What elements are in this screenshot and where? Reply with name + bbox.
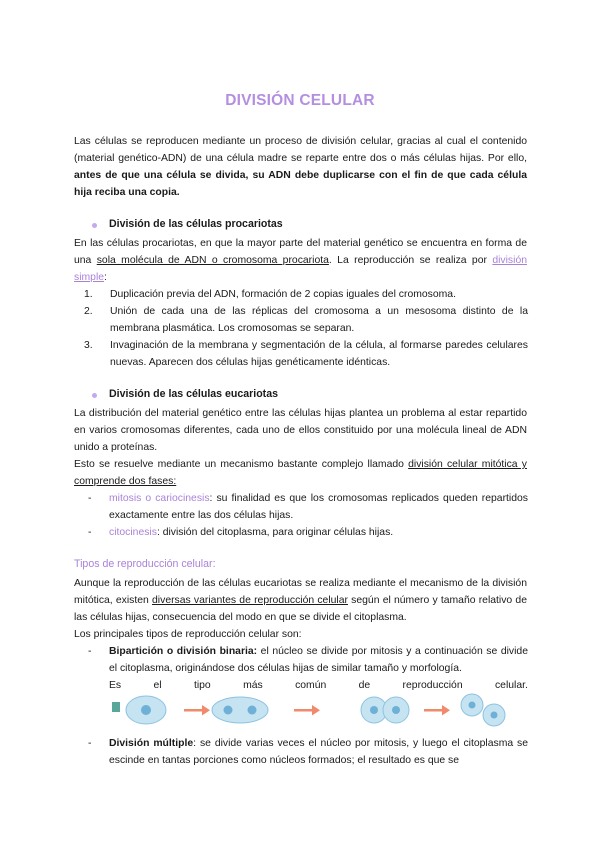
list-item	[84, 337, 528, 371]
list-item	[84, 286, 528, 303]
heading-tipos: Tipos de reproducción celular:	[74, 558, 216, 570]
nucleus-icon	[141, 705, 151, 715]
tipo-term: División múltiple	[109, 738, 194, 749]
dash-bullet: -	[88, 493, 92, 504]
word: común	[295, 680, 327, 691]
list-item	[88, 524, 528, 541]
intro-text: Las células se reproducen mediante un proceso de división celular, gracias al cual el contenido (material genético-ADN) de una célula madre se reparte entre dos o más células hijas. Por ello,	[74, 136, 527, 164]
tipos-paragraph	[74, 575, 527, 626]
word: de	[358, 680, 371, 691]
list-item	[88, 490, 528, 524]
dividing-cell-icon	[212, 697, 268, 723]
tipos-underlined: diversas variantes de reproducción celular	[152, 595, 348, 606]
arrow-right-icon	[202, 705, 210, 716]
nucleus-icon	[224, 706, 233, 715]
phase-term: citocinesis	[109, 527, 157, 538]
eucariotas-mechanism-paragraph	[74, 456, 527, 490]
tipo-text: : se divide varias veces el núcleo por mitosis, y luego el citoplasma se escinde en tantas porciones como núcleos formados; el resultado es que se	[109, 738, 528, 766]
dash-bullet: -	[88, 646, 92, 657]
bullet-icon	[92, 393, 97, 398]
heading-eucariotas	[92, 388, 278, 400]
list-item	[84, 303, 528, 337]
procariotas-steps-list	[84, 286, 528, 371]
arrow-shaft	[184, 709, 202, 712]
dash-bullet: -	[88, 738, 92, 749]
word: tipo	[193, 680, 211, 691]
tipos-text-1: Aunque la reproducción de las células eucariotas se realiza mediante el mecanismo de la división mitótica, existen	[74, 578, 527, 606]
word: el	[153, 680, 162, 691]
arrow-right-icon	[312, 705, 320, 716]
procariotas-underlined-1: sola molécula de ADN o cromosoma procariota	[96, 255, 329, 266]
mechanism-text: Esto se resuelve mediante un mecanismo bastante complejo llamado	[74, 459, 409, 470]
procariotas-text-3: :	[104, 272, 107, 283]
arrow-shaft	[424, 709, 442, 712]
justified-last-line	[109, 677, 528, 694]
arrow-shaft	[294, 709, 312, 712]
heading-procariotas	[92, 218, 283, 230]
word: celular.	[494, 680, 528, 691]
division-simple-link[interactable]: división simple	[74, 255, 527, 283]
intro-paragraph	[74, 133, 527, 201]
phase-text: : su finalidad es que los cromosomas replicados queden repartidos exactamente entre las dos células hijas.	[109, 493, 528, 521]
procariotas-text-1: En las células procariotas, en que la mayor parte del material genético se encuentra en forma de una	[74, 238, 527, 266]
tipo-term: Bipartición o división binaria:	[109, 646, 258, 657]
word: más	[243, 680, 263, 691]
list-item	[88, 735, 528, 769]
procariotas-paragraph	[74, 235, 527, 286]
binary-fission-illustration	[112, 693, 520, 727]
mechanism-underlined: división celular mitótica y comprende dos fases:	[74, 459, 527, 487]
word: Es	[109, 680, 122, 691]
nucleus-icon	[370, 706, 378, 714]
nucleus-icon	[248, 706, 257, 715]
eucariotas-paragraph: La distribución del material genético entre las células hijas plantea un problema al estar repartido en varios cromosomas diferentes, cada uno de ellos constituido por una molécula lineal de ADN unido a proteínas.	[74, 408, 527, 453]
heading-procariotas-text: División de las células procariotas	[109, 218, 283, 230]
list-item-text: Duplicación previa del ADN, formación de 2 copias iguales del cromosoma.	[110, 289, 456, 300]
tipos-intro-line: Los principales tipos de reproducción celular son:	[74, 629, 302, 640]
nucleus-icon	[469, 702, 476, 709]
word: reproducción	[402, 680, 463, 691]
phases-list	[88, 490, 528, 541]
tipos-list	[88, 643, 528, 694]
nucleus-icon	[491, 712, 498, 719]
nucleus-icon	[392, 706, 400, 714]
dash-bullet: -	[88, 527, 92, 538]
tipos-text-2: según el número y tamaño relativo de las células hijas, consecuencia del modo en que se divide el citoplasma.	[74, 595, 527, 623]
list-number: 2.	[84, 306, 93, 317]
intro-bold-text: antes de que una célula se divida, su ADN debe duplicarse con el fin de que cada célula hija reciba una copia.	[74, 170, 527, 198]
page-title: DIVISIÓN CELULAR	[225, 92, 375, 109]
phase-term: mitosis o cariocinesis	[109, 493, 210, 504]
list-item-text: Unión de cada una de las réplicas del cromosoma a un mesosoma distinto de la membrana plasmática. Los cromosomas se separan.	[110, 306, 528, 334]
procariotas-text-2: . La reproducción se realiza por	[328, 255, 493, 266]
label-square-icon	[112, 702, 120, 712]
tipo-text: el núcleo se divide por mitosis y a continuación se divide el citoplasma, originándose dos células hijas de similar tamaño y morfología.	[109, 646, 528, 674]
bullet-icon	[92, 223, 97, 228]
list-item	[88, 643, 528, 694]
list-item-text: Invaginación de la membrana y segmentación de la célula, al formarse paredes celulares nuevas. Aparecen dos células hijas genéticamente idénticas.	[110, 340, 528, 368]
list-number: 3.	[84, 340, 93, 351]
heading-eucariotas-text: División de las células eucariotas	[109, 388, 278, 400]
arrow-right-icon	[442, 705, 450, 716]
phase-text: : división del citoplasma, para originar células hijas.	[156, 527, 394, 538]
tipos-list-continued	[88, 735, 528, 769]
list-number: 1.	[84, 289, 93, 300]
